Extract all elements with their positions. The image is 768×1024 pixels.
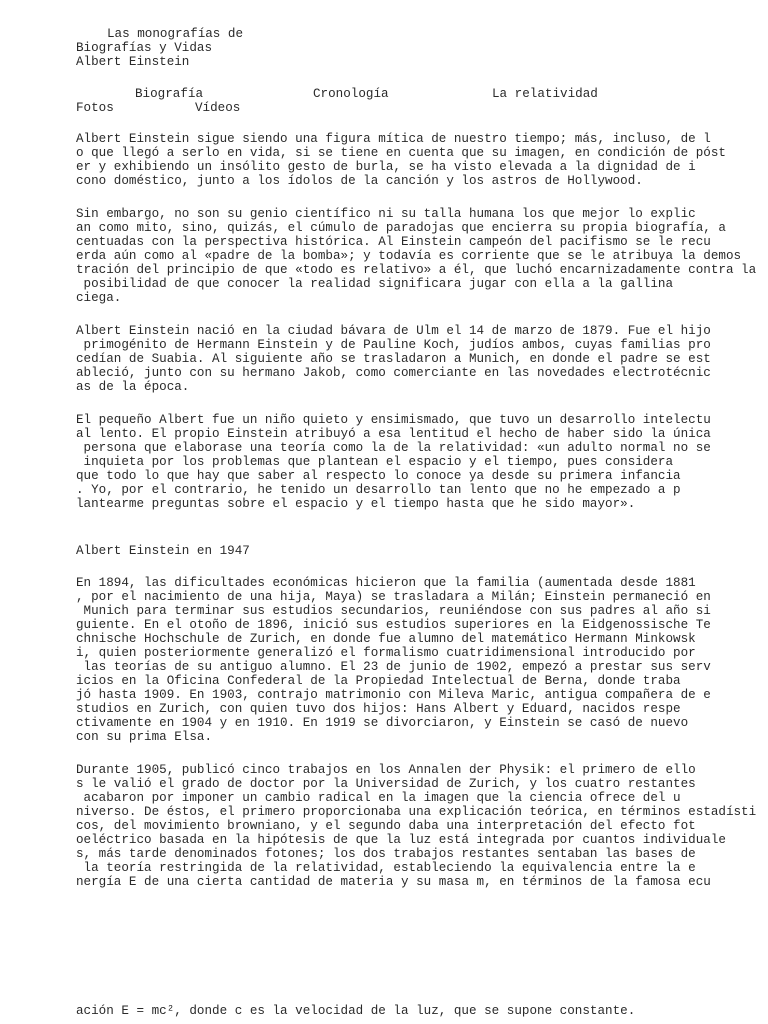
- nav-link-biografia[interactable]: Biografía: [135, 87, 204, 101]
- body-line: Durante 1905, publicó cinco trabajos en los Annalen der Physik: el primero de ello: [76, 763, 696, 777]
- body-line: as de la época.: [76, 380, 190, 394]
- body-line: lantearme preguntas sobre el espacio y el tiempo hasta que he sido mayor».: [76, 497, 636, 511]
- header-series: Las monografías de: [107, 27, 244, 41]
- body-line: o que llegó a serlo en vida, si se tiene en cuenta que su imagen, en condición de póst: [76, 146, 726, 160]
- body-line: primogénito de Hermann Einstein y de Pauline Koch, judíos ambos, cuyas familias pro: [76, 338, 711, 352]
- body-line: cedían de Suabia. Al siguiente año se trasladaron a Munich, en donde el padre se est: [76, 352, 711, 366]
- body-line: guiente. En el otoño de 1896, inició sus estudios superiores en la Eidgenossische Te: [76, 618, 711, 632]
- body-line: i, quien posteriormente generalizó el formalismo cuatridimensional introducido por: [76, 646, 696, 660]
- body-line: ciega.: [76, 291, 122, 305]
- header-subject: Albert Einstein: [76, 55, 190, 69]
- body-line: nergía E de una cierta cantidad de materia y su masa m, en términos de la famosa ecu: [76, 875, 711, 889]
- body-line: ación E = mc², donde c es la velocidad de la luz, que se supone constante.: [76, 1004, 636, 1018]
- body-line: oeléctrico basada en la hipótesis de que la luz está integrada por cuantos individuale: [76, 833, 726, 847]
- body-line: studios en Zurich, con quien tuvo dos hijos: Hans Albert y Eduard, nacidos respe: [76, 702, 681, 716]
- nav-link-videos[interactable]: Vídeos: [195, 101, 241, 115]
- nav-link-cronologia[interactable]: Cronología: [313, 87, 389, 101]
- body-line: El pequeño Albert fue un niño quieto y ensimismado, que tuvo un desarrollo intelectu: [76, 413, 711, 427]
- body-line: s le valió el grado de doctor por la Universidad de Zurich, y los cuatro restantes: [76, 777, 696, 791]
- body-line: , por el nacimiento de una hija, Maya) se trasladara a Milán; Einstein permaneció en: [76, 590, 711, 604]
- body-line: chnische Hochschule de Zurich, en donde fue alumno del matemático Hermann Minkowsk: [76, 632, 696, 646]
- body-line: ctivamente en 1904 y en 1910. En 1919 se divorciaron, y Einstein se casó de nuevo: [76, 716, 689, 730]
- nav-link-relatividad[interactable]: La relatividad: [492, 87, 598, 101]
- body-line: an como mito, sino, quizás, el cúmulo de paradojas que encierra su propia biografía, a: [76, 221, 726, 235]
- body-line: ableció, junto con su hermano Jakob, como comerciante en las novedades electrotécnic: [76, 366, 711, 380]
- body-line: s, más tarde denominados fotones; los dos trabajos restantes sentaban las bases de: [76, 847, 696, 861]
- body-line: la teoría restringida de la relatividad, estableciendo la equivalencia entre la e: [76, 861, 696, 875]
- body-line: con su prima Elsa.: [76, 730, 213, 744]
- body-line: jó hasta 1909. En 1903, contrajo matrimonio con Mileva Maric, antigua compañera de e: [76, 688, 711, 702]
- body-line: tración del principio de que «todo es relativo» a él, que luchó encarnizadamente contra la: [76, 263, 757, 277]
- body-line: inquieta por los problemas que plantean el espacio y el tiempo, pues considera: [76, 455, 674, 469]
- body-line: Sin embargo, no son su genio científico ni su talla humana los que mejor lo explic: [76, 207, 696, 221]
- body-line: posibilidad de que conocer la realidad significara jugar con ella a la gallina: [76, 277, 674, 291]
- body-line: las teorías de su antiguo alumno. El 23 de junio de 1902, empezó a prestar sus serv: [76, 660, 711, 674]
- nav-link-fotos[interactable]: Fotos: [76, 101, 114, 115]
- body-line: . Yo, por el contrario, he tenido un desarrollo tan lento que no he empezado a p: [76, 483, 681, 497]
- body-line: acabaron por imponer un cambio radical en la imagen que la ciencia ofrece del u: [76, 791, 681, 805]
- body-line: erda aún como al «padre de la bomba»; y todavía es corriente que se le atribuya la demos: [76, 249, 742, 263]
- body-line: cono doméstico, junto a los ídolos de la canción y los astros de Hollywood.: [76, 174, 643, 188]
- photo-caption: Albert Einstein en 1947: [76, 544, 250, 558]
- body-line: er y exhibiendo un insólito gesto de burla, se ha visto elevada a la dignidad de i: [76, 160, 696, 174]
- body-line: Albert Einstein sigue siendo una figura mítica de nuestro tiempo; más, incluso, de l: [76, 132, 711, 146]
- body-line: cos, del movimiento browniano, y el segundo daba una interpretación del efecto fot: [76, 819, 696, 833]
- body-line: Munich para terminar sus estudios secundarios, reuniéndose con sus padres al año si: [76, 604, 711, 618]
- body-line: Albert Einstein nació en la ciudad bávara de Ulm el 14 de marzo de 1879. Fue el hijo: [76, 324, 711, 338]
- body-line: icios en la Oficina Confederal de la Propiedad Intelectual de Berna, donde traba: [76, 674, 681, 688]
- body-line: al lento. El propio Einstein atribuyó a esa lentitud el hecho de haber sido la única: [76, 427, 711, 441]
- body-line: que todo lo que hay que saber al respecto lo conoce ya desde su primera infancia: [76, 469, 681, 483]
- body-line: persona que elaborase una teoría como la de la relatividad: «un adulto normal no se: [76, 441, 711, 455]
- body-line: En 1894, las dificultades económicas hicieron que la familia (aumentada desde 1881: [76, 576, 696, 590]
- header-collection: Biografías y Vidas: [76, 41, 213, 55]
- body-line: centuadas con la perspectiva histórica. Al Einstein campeón del pacifismo se le recu: [76, 235, 711, 249]
- body-line: niverso. De éstos, el primero proporcionaba una explicación teórica, en términos estadísti: [76, 805, 757, 819]
